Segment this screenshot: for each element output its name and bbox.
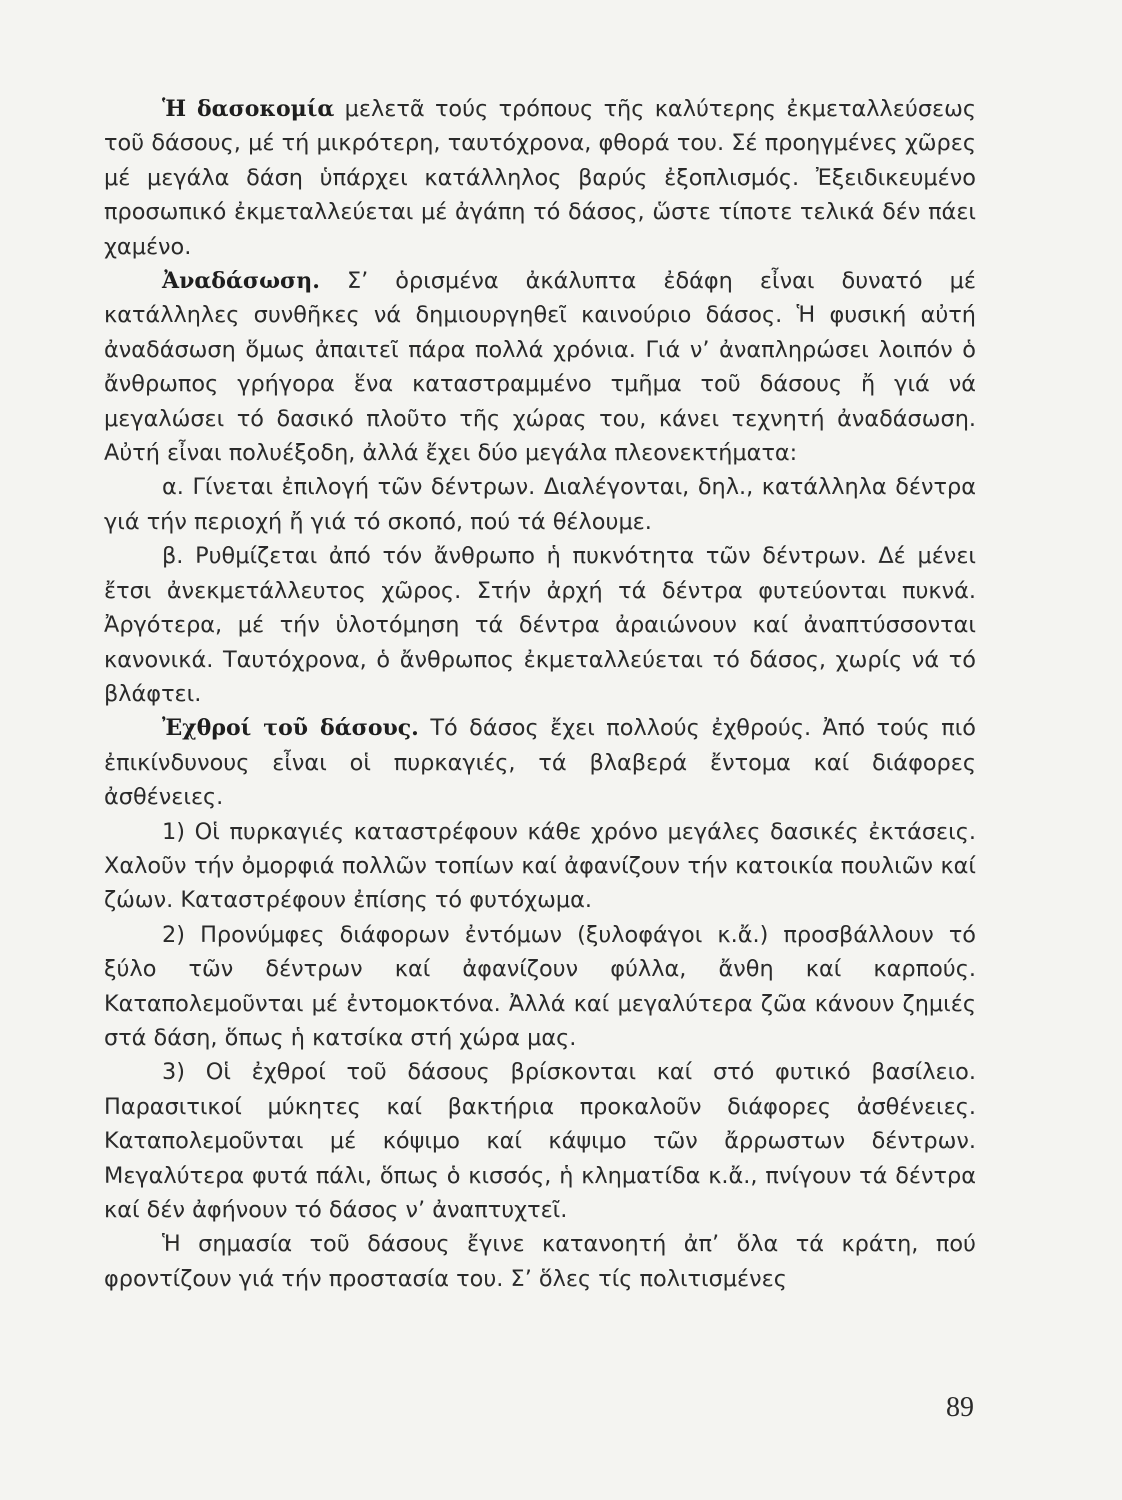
heading-forestry: Ἡ δασοκομία [162, 96, 335, 122]
paragraph-importance-text: Ἡ σημασία τοῦ δάσους ἔγινε κατανοητή ἀπ’ ὅλα τά κράτη, πού φροντίζουν γιά τήν προστασία του. Σ’ ὅλες τίς πολιτισμένες [104, 1231, 976, 1292]
paragraph-advantage-a [104, 470, 976, 539]
paragraph-advantage-a-text: α. Γίνεται ἐπιλογή τῶν δέντρων. Διαλέγονται, δηλ., κατάλληλα δέντρα γιά τήν περιοχή ἤ γιά τό σκοπό, πού τά θέλουμε. [104, 474, 976, 535]
paragraph-insects-text: 2) Προνύμφες διάφορων ἐντόμων (ξυλοφάγοι κ.ἄ.) προσβάλλουν τό ξύλο τῶν δέντρων καί ἀφανίζουν φύλλα, ἄνθη καί καρπούς. Καταπολεμοῦνται μέ ἐντομοκτόνα. Ἀλλά καί μεγαλύτερα ζῶα κάνουν ζημιές στά δάση, ὅπως ἡ κατσίκα στή χώρα μας. [104, 921, 976, 1051]
paragraph-advantage-b-text: β. Ρυθμίζεται ἀπό τόν ἄνθρωπο ἡ πυκνότητα τῶν δέντρων. Δέ μένει ἔτσι ἀνεκμετάλλευτος χῶρος. Στήν ἀρχή τά δέντρα φυτεύονται πυκνά. Ἀργότερα, μέ τήν ὑλοτόμηση τά δέντρα ἀραιώνουν καί ἀναπτύσσονται κανονικά. Ταυτόχρονα, ὁ ἄνθρωπος ἐκμεταλλεύεται τό δάσος, χωρίς νά τό βλάφτει. [104, 543, 976, 707]
paragraph-importance [104, 1227, 976, 1296]
heading-enemies: Ἐχθροί τοῦ δάσους. [162, 715, 419, 742]
paragraph-reforestation-text: Σ’ ὁρισμένα ἀκάλυπτα ἐδάφη εἶναι δυνατό μέ κατάλληλες συνθῆκες νά δημιουργηθεῖ καινούριο δάσος. Ἡ φυσική αὐτή ἀναδάσωση ὅμως ἀπαιτεῖ πάρα πολλά χρόνια. Γιά ν’ ἀναπληρώσει λοιπόν ὁ ἄνθρωπος γρήγορα ἕνα καταστραμμένο τμῆμα τοῦ δάσους ἤ γιά νά μεγαλώσει τό δασικό πλοῦτο τῆς χώρας του, κάνει τεχνητή ἀναδάσωση. Αὐτή εἶναι πολυέξοδη, ἀλλά ἔχει δύο μεγάλα πλεονεκτήματα: [104, 268, 976, 467]
paragraph-fires-text: 1) Οἱ πυρκαγιές καταστρέφουν κάθε χρόνο μεγάλες δασικές ἐκτάσεις. Χαλοῦν τήν ὀμορφιά πολλῶν τοπίων καί ἀφανίζουν τήν κατοικία πουλιῶν καί ζώων. Καταστρέφουν ἐπίσης τό φυτόχωμα. [104, 818, 976, 914]
paragraph-enemies-text: Τό δάσος ἔχει πολλούς ἐχθρούς. Ἀπό τούς πιό ἐπικίνδυνους εἶναι οἱ πυρκαγιές, τά βλαβερά ἔντομα καί διάφορες ἀσθένειες. [104, 715, 977, 811]
page-number: 89 [946, 1392, 974, 1423]
paragraph-forestry [104, 92, 976, 264]
paragraph-advantage-b [104, 539, 976, 711]
paragraph-reforestation [104, 264, 976, 470]
page-body-text [104, 92, 976, 1296]
paragraph-fires [104, 815, 976, 918]
paragraph-enemies [104, 711, 976, 814]
paragraph-plant-enemies [104, 1055, 976, 1227]
paragraph-insects [104, 918, 976, 1056]
paragraph-forestry-text: μελετᾶ τούς τρόπους τῆς καλύτερης ἐκμεταλλεύσεως τοῦ δάσους, μέ τή μικρότερη, ταυτόχρονα, φθορά του. Σέ προηγμένες χῶρες μέ μεγάλα δάση ὑπάρχει κατάλληλος βαρύς ἐξοπλισμός. Ἐξειδικευμένο προσωπικό ἐκμεταλλεύεται μέ ἀγάπη τό δάσος, ὥστε τίποτε τελικά δέν πάει χαμένο. [104, 96, 977, 260]
paragraph-plant-enemies-text: 3) Οἱ ἐχθροί τοῦ δάσους βρίσκονται καί στό φυτικό βασίλειο. Παρασιτικοί μύκητες καί βακτήρια προκαλοῦν διάφορες ἀσθένειες. Καταπολεμοῦνται μέ κόψιμο καί κάψιμο τῶν ἄρρωστων δέντρων. Μεγαλύτερα φυτά πάλι, ὅπως ὁ κισσός, ἡ κληματίδα κ.ἄ., πνίγουν τά δέντρα καί δέν ἀφήνουν τό δάσος ν’ ἀναπτυχτεῖ. [104, 1059, 976, 1223]
heading-reforestation: Ἀναδάσωση. [162, 268, 320, 295]
